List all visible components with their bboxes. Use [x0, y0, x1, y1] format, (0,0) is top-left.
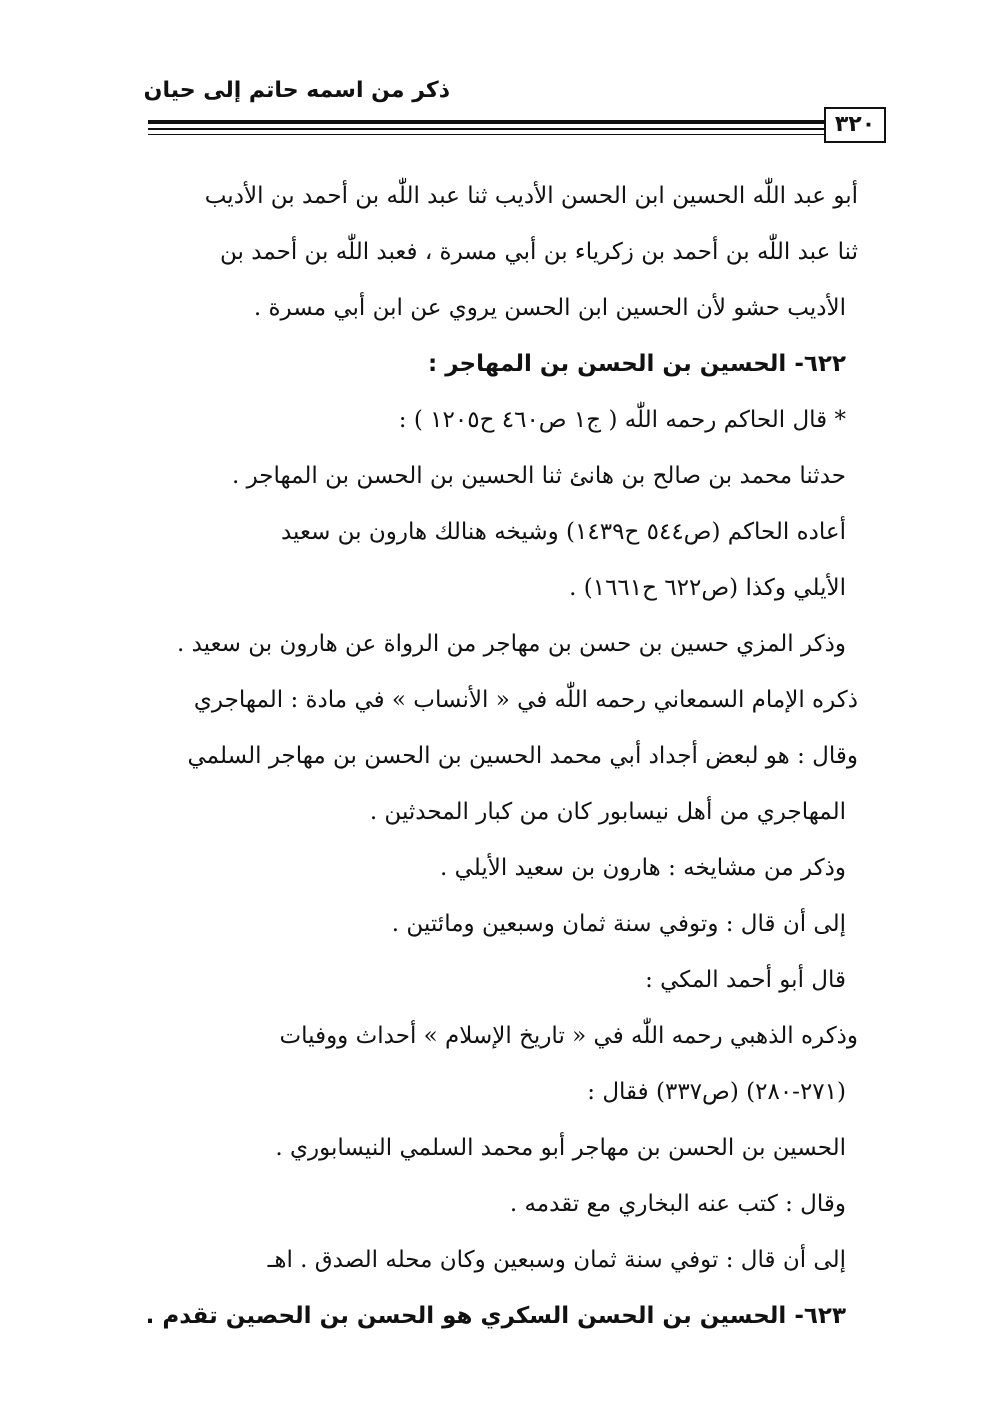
entry-heading-623: ٦٢٣- الحسين بن الحسن السكري هو الحسن بن الحصين تقدم . — [145, 1303, 846, 1329]
body-line-2: ثنا عبد اللّٰه بن أحمد بن زكرياء بن أبي مسرة ، فعبد اللّٰه بن أحمد بن — [220, 239, 858, 265]
body-line-1: أبو عبد اللّٰه الحسين ابن الحسن الأديب ثنا عبد اللّٰه بن أحمد بن الأديب — [204, 183, 858, 209]
header-rule-medium — [148, 128, 880, 130]
body-line-death-2: إلى أن قال : توفي سنة ثمان وسبعين وكان محله الصدق . اهـ — [267, 1247, 846, 1273]
body-line-repeat-2: الأيلي وكذا (ص٦٢٢ ح١٦٦١) . — [569, 575, 846, 601]
body-line-dhahabi-3: الحسين بن الحسن بن مهاجر أبو محمد السلمي النيسابوري . — [275, 1135, 846, 1161]
entry-heading-622: ٦٢٢- الحسين بن الحسن بن المهاجر : — [427, 351, 846, 377]
body-text — [118, 168, 858, 1344]
body-line-death: إلى أن قال : وتوفي سنة ثمان وسبعين ومائتين . — [391, 911, 846, 937]
body-line-3: الأديب حشو لأن الحسين ابن الحسن يروي عن ابن أبي مسرة . — [253, 295, 846, 321]
body-line-mizzi: وذكر المزي حسين بن حسن بن مهاجر من الرواة عن هارون بن سعيد . — [176, 631, 846, 657]
body-line-isnad: حدثنا محمد بن صالح بن هانئ ثنا الحسين بن الحسن بن المهاجر . — [231, 463, 846, 489]
body-line-dhahabi-2: (٢٧١-٢٨٠) (ص٣٣٧) فقال : — [587, 1079, 846, 1105]
header-rule-thin — [148, 134, 880, 135]
body-line-makki: قال أبو أحمد المكي : — [645, 967, 846, 993]
body-line-repeat-1: أعاده الحاكم (ص٥٤٤ ح١٤٣٩) وشيخه هنالك هارون بن سعيد — [280, 519, 846, 545]
body-line-samani-3: المهاجري من أهل نيسابور كان من كبار المحدثين . — [369, 799, 846, 825]
body-line-samani-1: ذكره الإمام السمعاني رحمه اللّٰه في « الأنساب » في مادة : المهاجري — [193, 687, 858, 713]
body-line-hakim-citation: * قال الحاكم رحمه اللّٰه ( ج١ ص٤٦٠ ح١٢٠٥ ) : — [398, 407, 846, 433]
header-rule-thick — [148, 120, 880, 124]
body-line-shaykhs: وذكر من مشايخه : هارون بن سعيد الأيلي . — [439, 855, 846, 881]
body-line-samani-2: وقال : هو لبعض أجداد أبي محمد الحسين بن الحسن بن مهاجر السلمي — [187, 743, 858, 769]
page-number: ٣٢٠ — [824, 107, 886, 143]
running-header-title: ذكر من اسمه حاتم إلى حيان — [143, 78, 450, 103]
body-line-bukhari: وقال : كتب عنه البخاري مع تقدمه . — [509, 1191, 846, 1217]
body-line-dhahabi-1: وذكره الذهبي رحمه اللّٰه في « تاريخ الإسلام » أحداث ووفيات — [279, 1023, 858, 1049]
